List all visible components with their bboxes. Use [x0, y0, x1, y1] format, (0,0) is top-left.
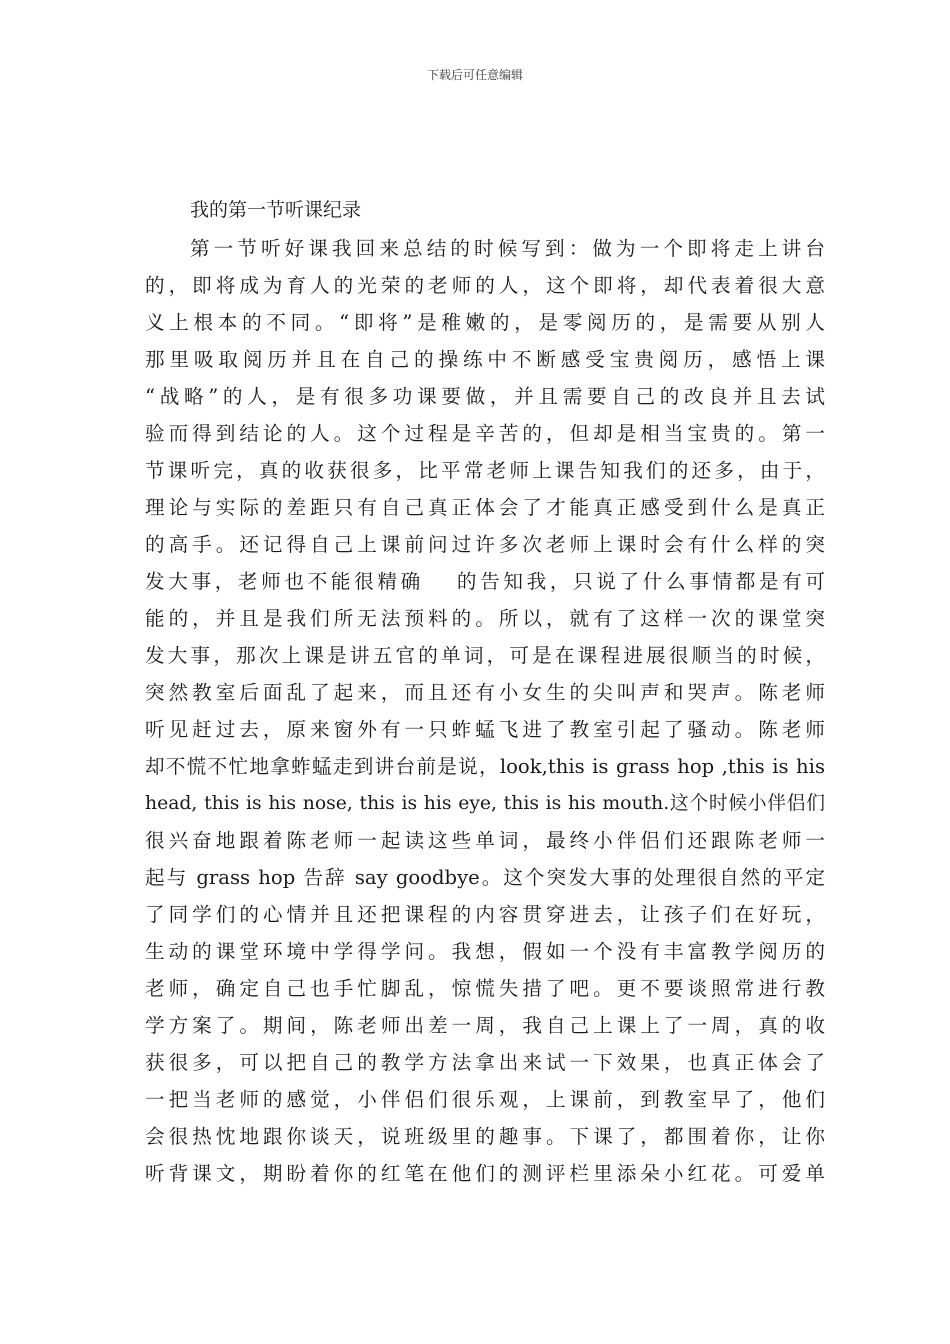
header-note: 下载后可任意编辑 — [426, 68, 523, 82]
text-line: 发大事，老师也不能很精确 的告知我，只说了什么事情都是有可 — [145, 570, 825, 593]
text-line: head, this is his nose, this is his eye, this is his mouth.这个时候小伴侣们 — [145, 793, 825, 814]
text-line: 起与 grass hop 告辞 say goodbye。这个突发大事的处理很自然的平定 — [145, 866, 825, 889]
text-line: 的，即将成为育人的光荣的老师的人，这个即将，却代表着很大意 — [145, 274, 825, 297]
text-line: 听见赶过去，原来窗外有一只蚱蜢飞进了教室引起了骚动。陈老师 — [145, 718, 825, 741]
text-line: 的高手。还记得自己上课前问过许多次老师上课时会有什么样的突 — [145, 533, 825, 556]
text-line: 很兴奋地跟着陈老师一起读这些单词，最终小伴侣们还跟陈老师一 — [145, 829, 825, 852]
text-line: 学方案了。期间，陈老师出差一周，我自己上课上了一周，真的收 — [145, 1014, 825, 1037]
document-title: 我的第一节听课纪录 — [190, 199, 362, 221]
text-line: 能的，并且是我们所无法预料的。所以，就有了这样一次的课堂突 — [145, 607, 825, 630]
text-line: 老师，确定自己也手忙脚乱，惊慌失措了吧。更不要谈照常进行教 — [145, 977, 825, 1000]
text-line: 却不慌不忙地拿蚱蜢走到讲台前是说，look,this is grass hop ,this is his — [145, 755, 825, 778]
text-line: 一把当老师的感觉，小伴侣们很乐观，上课前，到教室早了，他们 — [145, 1088, 825, 1111]
text-line: 了同学们的心情并且还把课程的内容贯穿进去，让孩子们在好玩， — [145, 903, 825, 926]
document-body — [145, 230, 825, 1192]
text-line: 获很多，可以把自己的教学方法拿出来试一下效果，也真正体会了 — [145, 1051, 825, 1074]
text-line: 会很热忱地跟你谈天，说班级里的趣事。下课了，都围着你，让你 — [145, 1125, 825, 1148]
text-line: 第一节听好课我回来总结的时候写到：做为一个即将走上讲台 — [190, 237, 825, 260]
text-line: 节课听完，真的收获很多，比平常老师上课告知我们的还多，由于， — [145, 459, 825, 482]
text-line: “战略”的人，是有很多功课要做，并且需要自己的改良并且去试 — [145, 385, 825, 408]
text-line: 义上根本的不同。“即将”是稚嫩的，是零阅历的，是需要从别人 — [145, 311, 825, 334]
text-line: 验而得到结论的人。这个过程是辛苦的，但却是相当宝贵的。第一 — [145, 422, 825, 445]
text-line: 听背课文，期盼着你的红笔在他们的测评栏里添朵小红花。可爱单 — [145, 1162, 825, 1185]
text-line: 发大事，那次上课是讲五官的单词，可是在课程进展很顺当的时候， — [145, 644, 825, 667]
text-line: 突然教室后面乱了起来，而且还有小女生的尖叫声和哭声。陈老师 — [145, 681, 825, 704]
text-line: 生动的课堂环境中学得学问。我想，假如一个没有丰富教学阅历的 — [145, 940, 825, 963]
text-line: 理论与实际的差距只有自己真正体会了才能真正感受到什么是真正 — [145, 496, 825, 519]
text-line: 那里吸取阅历并且在自己的操练中不断感受宝贵阅历，感悟上课 — [145, 348, 825, 371]
